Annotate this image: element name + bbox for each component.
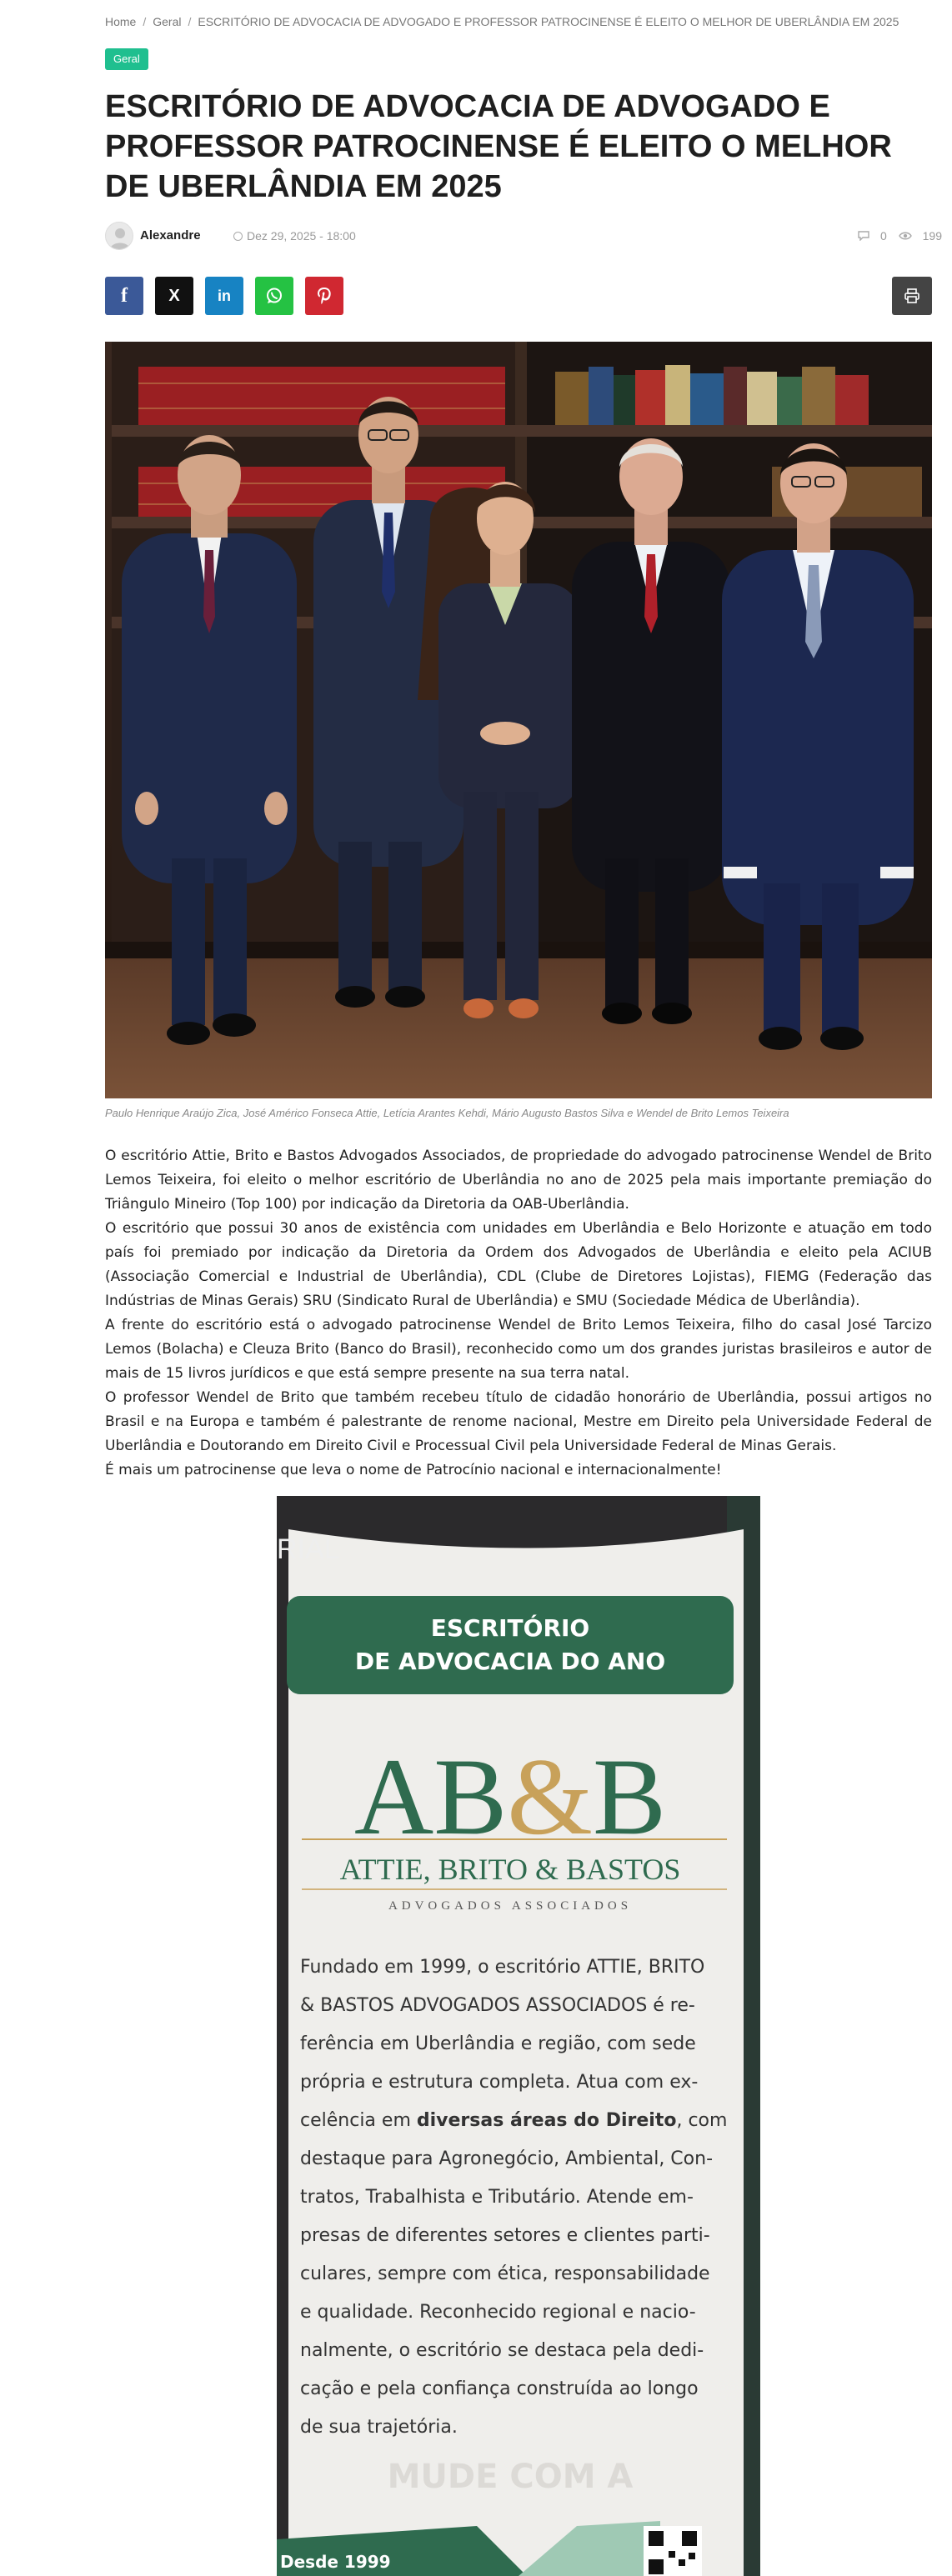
breadcrumb-category-link[interactable]: Geral [153, 15, 182, 28]
flyer-text-line: & BASTOS ADVOGADOS ASSOCIADOS é re- [300, 1995, 695, 2016]
share-facebook-button[interactable] [105, 277, 143, 315]
share-bar [105, 277, 942, 315]
flyer-text-line: e qualidade. Reconhecido regional e nacio- [300, 2302, 696, 2323]
clock-icon [233, 232, 243, 241]
flyer-text-line: culares, sempre com ética, responsabilidade [300, 2263, 710, 2284]
publish-date-text: Dez 29, 2025 - 18:00 [247, 229, 356, 243]
flyer-text-line: ferência em Uberlândia e região, com sede [300, 2033, 696, 2054]
flyer-banner-line2: DE ADVOCACIA DO ANO [354, 1648, 666, 1675]
share-pinterest-button[interactable] [305, 277, 343, 315]
flyer-text-line: destaque para Agronegócio, Ambiental, Con- [300, 2148, 714, 2169]
page-title: ESCRITÓRIO DE ADVOCACIA DE ADVOGADO E PROFESSOR PATROCINENSE É ELEITO O MELHOR DE UBERLÂNDIA EM 2025 [105, 89, 892, 204]
flyer-text-line: tratos, Trabalhista e Tributário. Atende em- [300, 2187, 694, 2208]
flyer-text-line: nalmente, o escritório se destaca pela dedi- [300, 2340, 704, 2361]
flyer-banner-line1: ESCRITÓRIO [430, 1614, 590, 1642]
flyer-logo: AB&B [353, 1735, 667, 1858]
flyer-text-line: própria e estrutura completa. Atua com ex- [300, 2072, 699, 2093]
flyer-bottom-text: Desde 1999 [280, 2552, 391, 2572]
avatar[interactable] [105, 222, 133, 250]
eye-icon [899, 231, 912, 241]
comments-count-value: 0 [879, 229, 887, 243]
flyer-text-line: celência em diversas áreas do Direito, com [300, 2110, 728, 2131]
print-icon [904, 288, 920, 304]
category-badge[interactable]: Geral [105, 48, 148, 70]
breadcrumb-separator: / [188, 15, 192, 28]
group-photo-illustration [105, 342, 932, 1098]
facebook-icon: f [121, 285, 128, 307]
whatsapp-icon [265, 287, 283, 305]
views-count-value: 199 [922, 229, 942, 243]
flyer-text-line: cação e pela confiança construída ao longo [300, 2378, 699, 2399]
body-paragraph: O escritório Attie, Brito e Bastos Advogados Associados, de propriedade do advogado patrocinense Wendel de Brito Lemos Teixeira, foi eleito o melhor escritório de Uberlândia no ano de 2025 pela mais importante premiação do Triângulo Mineiro (Top 100) por indicação da Diretoria da OAB-Uberlândia. [105, 1148, 932, 1213]
article-hero-image [105, 342, 932, 1098]
views-count [899, 229, 942, 243]
x-icon: X [168, 287, 180, 305]
article-meta [105, 222, 942, 250]
share-whatsapp-button[interactable] [255, 277, 293, 315]
flyer-photo [277, 1496, 760, 2576]
body-paragraph: É mais um patrocinense que leva o nome de Patrocínio nacional e internacionalmente! [105, 1462, 722, 1478]
flyer-text-line: Fundado em 1999, o escritório ATTIE, BRITO [300, 1957, 705, 1978]
author-name[interactable]: Alexandre [140, 228, 201, 243]
flyer-text-line: presas de diferentes setores e clientes parti- [300, 2225, 710, 2246]
body-paragraph: O professor Wendel de Brito que também recebeu título de cidadão honorário de Uberlândia, possui artigos no Brasil e na Europa e também é palestrante de renome nacional, Mestre em Direito pela Universidade Federal de Uberlândia e Doutorando em Direito Civil e Processual Civil pela Universidade Federal de Minas Gerais. [105, 1389, 932, 1454]
user-icon [106, 223, 133, 250]
flyer-firm-subtitle: ADVOGADOS ASSOCIADOS [388, 1899, 633, 1913]
article-stats [849, 229, 942, 243]
publish-date [233, 229, 356, 243]
comments-count [858, 229, 887, 243]
flyer-firm-name: ATTIE, BRITO & BASTOS [339, 1853, 681, 1886]
article-body [105, 1144, 932, 1483]
body-paragraph: O escritório que possui 30 anos de existência com unidades em Uberlândia e Belo Horizonte e atuação em todo país foi premiado por indicação da Diretoria da Ordem dos Advogados de Uberlândia e eleito pela ACIUB (Associação Comercial e Industrial de Uberlândia), CDL (Clube de Diretores Lojistas), FIEMG (Federação das Indústrias de Minas Gerais) SRU (Sindicato Rural de Uberlândia) e SMU (Sociedade Médica de Uberlândia). [105, 1220, 932, 1309]
hero-caption: Paulo Henrique Araújo Zica, José Américo Fonseca Attie, Letícia Arantes Kehdi, Mário Augusto Bastos Silva e Wendel de Brito Lemos Teixeira [105, 1107, 789, 1119]
share-linkedin-button[interactable] [205, 277, 243, 315]
breadcrumb [105, 15, 899, 28]
flyer-text-line: de sua trajetória. [300, 2417, 458, 2438]
linkedin-icon: in [218, 288, 231, 304]
breadcrumb-separator: / [143, 15, 147, 28]
pinterest-icon [316, 286, 333, 306]
comment-icon [858, 231, 869, 241]
share-x-button[interactable] [155, 277, 193, 315]
body-paragraph: A frente do escritório está o advogado patrocinense Wendel de Brito Lemos Teixeira, filho do casal José Tarcizo Lemos (Bolacha) e Cleuza Brito (Banco do Brasil), reconhecido como um dos grandes juristas brasileiros e autor de mais de 15 livros jurídicos e que está sempre presente na sua terra natal. [105, 1317, 932, 1382]
breadcrumb-home-link[interactable]: Home [105, 15, 137, 28]
flyer-ghost-text: MUDE COM A [387, 2458, 634, 2496]
qr-code [644, 2526, 702, 2576]
print-button[interactable] [892, 277, 932, 315]
flyer-illustration [277, 1496, 760, 2576]
breadcrumb-current: ESCRITÓRIO DE ADVOCACIA DE ADVOGADO E PROFESSOR PATROCINENSE É ELEITO O MELHOR DE UBERLÂNDIA EM 2025 [198, 15, 899, 28]
flyer-corner-text: RIAL [277, 1533, 340, 1565]
